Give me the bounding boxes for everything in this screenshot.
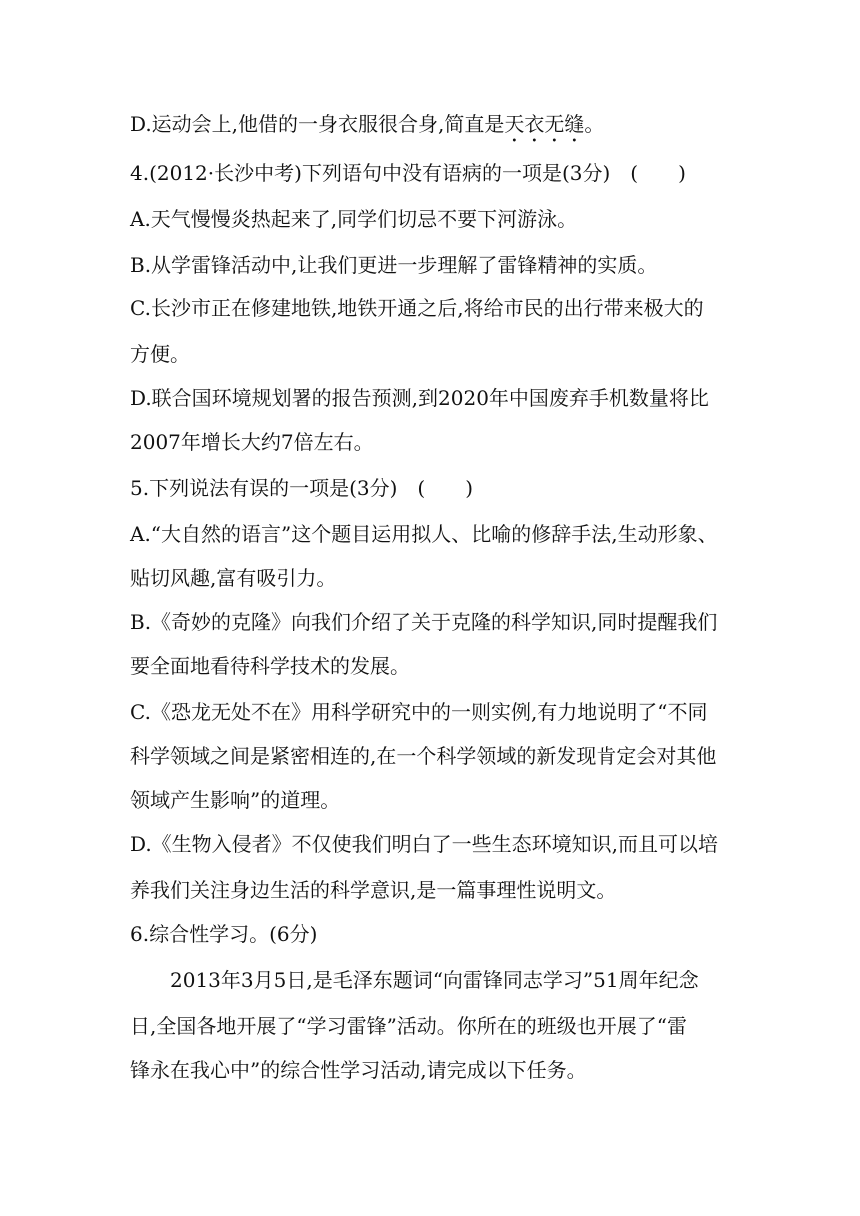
q3-option-d — [130, 110, 604, 147]
q5-option-d: D.《生物入侵者》不仅使我们明白了一些生态环境知识,而且可以培 — [130, 832, 719, 856]
q3-option-d-text: D.运动会上,他借的一身衣服很合身,简直是 — [130, 112, 505, 136]
q5-option-a-cont: 贴切风趣,富有吸引力。 — [130, 566, 337, 590]
question-4-stem: 4.(2012·长沙中考)下列语句中没有语病的一项是(3分) ( ) — [130, 161, 686, 185]
q4-option-a: A.天气慢慢炎热起来了,同学们切忌不要下河游泳。 — [130, 207, 578, 231]
q4-option-d: D.联合国环境规划署的报告预测,到2020年中国废弃手机数量将比 — [130, 386, 709, 410]
q5-option-b: B.《奇妙的克隆》向我们介绍了关于克隆的科学知识,同时提醒我们 — [130, 610, 718, 634]
q6-paragraph-line3: 锋永在我心中”的综合性学习活动,请完成以下任务。 — [130, 1058, 587, 1082]
question-6-stem: 6.综合性学习。(6分) — [130, 922, 318, 946]
q6-paragraph-line1: 2013年3月5日,是毛泽东题词“向雷锋同志学习”51周年纪念 — [170, 968, 699, 992]
q3-option-d-end: 。 — [584, 112, 605, 136]
q4-option-c: C.长沙市正在修建地铁,地铁开通之后,将给市民的出行带来极大的 — [130, 296, 704, 320]
q5-option-d-cont: 养我们关注身边生活的科学意识,是一篇事理性说明文。 — [130, 878, 617, 902]
q6-paragraph-line2: 日,全国各地开展了“学习雷锋”活动。你所在的班级也开展了“雷 — [130, 1014, 688, 1038]
q5-option-c-cont2: 领域产生影响”的道理。 — [130, 788, 341, 812]
q5-option-a: A.“大自然的语言”这个题目运用拟人、比喻的修辞手法,生动形象、 — [130, 522, 718, 546]
q4-option-d-cont: 2007年增长大约7倍左右。 — [130, 430, 374, 454]
q4-option-b: B.从学雷锋活动中,让我们更进一步理解了雷锋精神的实质。 — [130, 253, 658, 277]
q4-option-c-cont: 方便。 — [130, 342, 190, 366]
question-5-stem: 5.下列说法有误的一项是(3分) ( ) — [130, 476, 474, 500]
q5-option-c: C.《恐龙无处不在》用科学研究中的一则实例,有力地说明了“不同 — [130, 700, 708, 724]
emphasized-idiom: 天衣无缝 — [504, 112, 585, 136]
q5-option-c-cont1: 科学领域之间是紧密相连的,在一个科学领域的新发现肯定会对其他 — [130, 744, 717, 768]
q5-option-b-cont: 要全面地看待科学技术的发展。 — [130, 654, 410, 678]
